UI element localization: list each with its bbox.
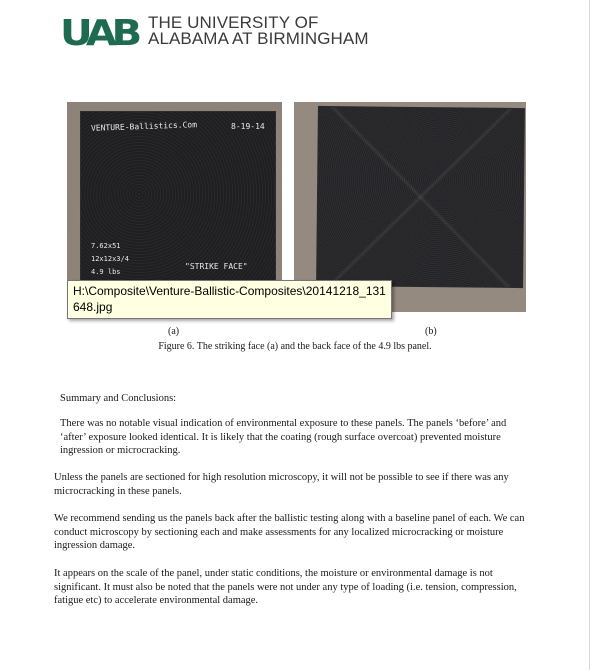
annotation-date: 8-19-14 bbox=[231, 122, 265, 131]
annotation-dimensions: 12x12x3/4 bbox=[91, 255, 129, 263]
figure-label-a: (a) bbox=[168, 326, 180, 337]
university-name bbox=[148, 15, 388, 47]
paragraph-recommendation: We recommend sending us the panels back after the ballistic testing along with a baseline panel of each. We can conduct microscopy by sectioning each and make assessments for any localized microcracking or moisture ingression damage. bbox=[54, 513, 525, 551]
panel-back-face bbox=[317, 107, 524, 287]
figure-label-b: (b) bbox=[425, 326, 437, 337]
figure-caption: Figure 6. The striking face (a) and the back face of the 4.9 lbs panel. bbox=[158, 341, 432, 352]
annotation-strike-face: "STRIKE FACE" bbox=[185, 262, 248, 271]
summary-heading: Summary and Conclusions: bbox=[60, 393, 177, 404]
university-name-line1: THE UNIVERSITY OF bbox=[148, 13, 319, 32]
file-path-tooltip: H:\Composite\Venture-Ballistic-Composites\20141218_131648.jpg bbox=[67, 280, 392, 319]
university-name-line2: ALABAMA AT BIRMINGHAM bbox=[148, 29, 369, 48]
uab-logo-mark: UAB bbox=[60, 13, 137, 54]
annotation-caliber: 7.62x51 bbox=[91, 242, 121, 250]
paragraph-sectioning: Unless the panels are sectioned for high resolution microscopy, it will not be possible to see if there was any microcracking in these panels. bbox=[54, 472, 509, 497]
annotation-company: VENTURE-Ballistics.Com bbox=[90, 120, 198, 133]
paragraph-conclusion: It appears on the scale of the panel, under static conditions, the moisture or environmental damage is not significant. It must also be noted that the panels were not under any type of loading (i.e. tension, compression, fatigue etc) to accelerate environmental damage. bbox=[54, 568, 517, 606]
annotation-weight: 4.9 lbs bbox=[91, 268, 121, 276]
paragraph-visual-indication: There was no notable visual indication of environmental exposure to these panels. The panels ‘before’ and ‘after’ exposure looked identical. It is likely that the coating (rough surface overcoat) prevented moisture ingression or microcracking. bbox=[60, 418, 507, 456]
